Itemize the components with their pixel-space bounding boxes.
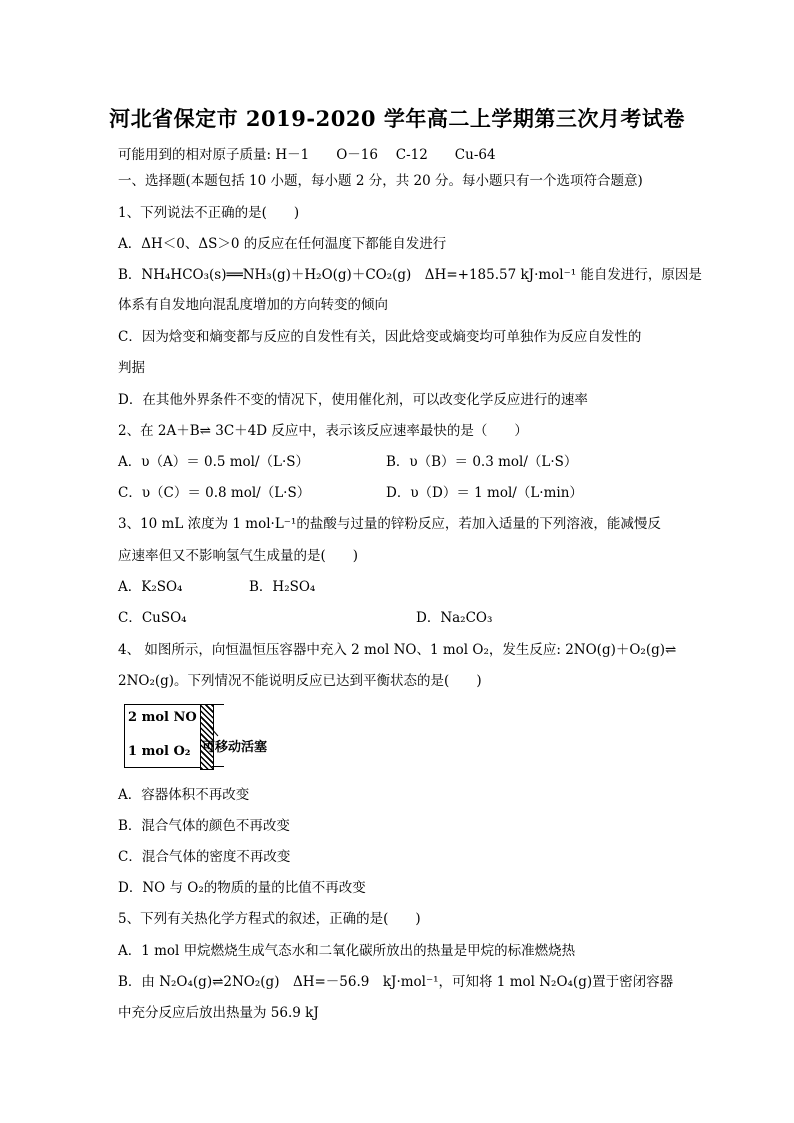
q3-option-a: A．K₂SO₄ (118, 579, 183, 595)
q4-option-d: D．NO 与 O₂的物质的量的比值不再改变 (118, 880, 366, 896)
container-top-edge (212, 704, 224, 705)
q2-option-b: B．υ（B）＝ 0.3 mol/（L·S） (386, 454, 578, 470)
q1-option-d: D．在其他外界条件不变的情况下，使用催化剂，可以改变化学反应进行的速率 (118, 392, 588, 408)
q4-option-a: A．容器体积不再改变 (118, 787, 250, 803)
question-2: 2、在 2A＋B⇌ 3C＋4D 反应中，表示该反应速率最快的是（ ） (118, 423, 528, 439)
piston-label: 可移动活塞 (202, 740, 268, 755)
question-4-cont: 2NO₂(g)。下列情况不能说明反应已达到平衡状态的是( ) (118, 673, 482, 689)
q4-option-c: C．混合气体的密度不再改变 (118, 849, 291, 865)
question-4: 4、 如图所示，向恒温恒压容器中充入 2 mol NO、1 mol O₂，发生反应: 2NO(g)＋O₂(g)⇌ (118, 642, 677, 658)
question-5: 5、下列有关热化学方程式的叙述，正确的是( ) (118, 911, 421, 927)
section-heading: 一、选择题(本题包括 10 小题，每小题 2 分，共 20 分。每小题只有一个选项符合题意) (118, 173, 643, 189)
page-title: 河北省保定市 2019-2020 学年高二上学期第三次月考试卷 (109, 106, 685, 131)
question-3: 3、10 mL 浓度为 1 mol·L⁻¹的盐酸与过量的锌粉反应，若加入适量的下列溶液，能减慢反 (118, 516, 661, 532)
gas-no-label: 2 mol NO (128, 710, 197, 725)
q5-option-b: B．由 N₂O₄(g)⇌2NO₂(g) ΔH=－56.9 kJ·mol⁻¹，可知将 1 mol N₂O₄(g)置于密闭容器 (118, 974, 674, 990)
q1-option-c-cont: 判据 (118, 360, 145, 376)
gas-o2-label: 1 mol O₂ (128, 744, 191, 759)
q1-option-b-cont: 体系有自发地向混乱度增加的方向转变的倾向 (118, 297, 388, 313)
q5-option-b-cont: 中充分反应后放出热量为 56.9 kJ (118, 1005, 319, 1021)
q2-option-a: A．υ（A）＝ 0.5 mol/（L·S） (118, 454, 310, 470)
piston-container-figure (122, 702, 282, 770)
question-3-cont: 应速率但又不影响氢气生成量的是( ) (118, 548, 359, 564)
q1-option-b: B．NH₄HCO₃(s)══NH₃(g)＋H₂O(g)＋CO₂(g) ΔH=+185.57 kJ·mol⁻¹ 能自发进行，原因是 (118, 267, 702, 283)
atomic-mass-line: 可能用到的相对原子质量: H－1 O－16 C-12 Cu-64 (118, 147, 496, 163)
q5-option-a: A．1 mol 甲烷燃烧生成气态水和二氧化碳所放出的热量是甲烷的标准燃烧热 (118, 943, 576, 959)
q2-option-d: D．υ（D）＝ 1 mol/（L·min） (386, 485, 583, 501)
question-1: 1、下列说法不正确的是( ) (118, 205, 300, 221)
q4-option-b: B．混合气体的颜色不再改变 (118, 818, 290, 834)
q1-option-c: C．因为焓变和熵变都与反应的自发性有关，因此焓变或熵变均可单独作为反应自发性的 (118, 329, 642, 345)
q1-option-a: A．ΔH＜0、ΔS＞0 的反应在任何温度下都能自发进行 (118, 236, 447, 252)
q3-option-d: D．Na₂CO₃ (416, 610, 493, 626)
container-bottom-edge (212, 766, 224, 767)
q2-option-c: C．υ（C）＝ 0.8 mol/（L·S） (118, 485, 311, 501)
q3-option-c: C．CuSO₄ (118, 610, 187, 626)
q3-option-b: B．H₂SO₄ (249, 579, 316, 595)
